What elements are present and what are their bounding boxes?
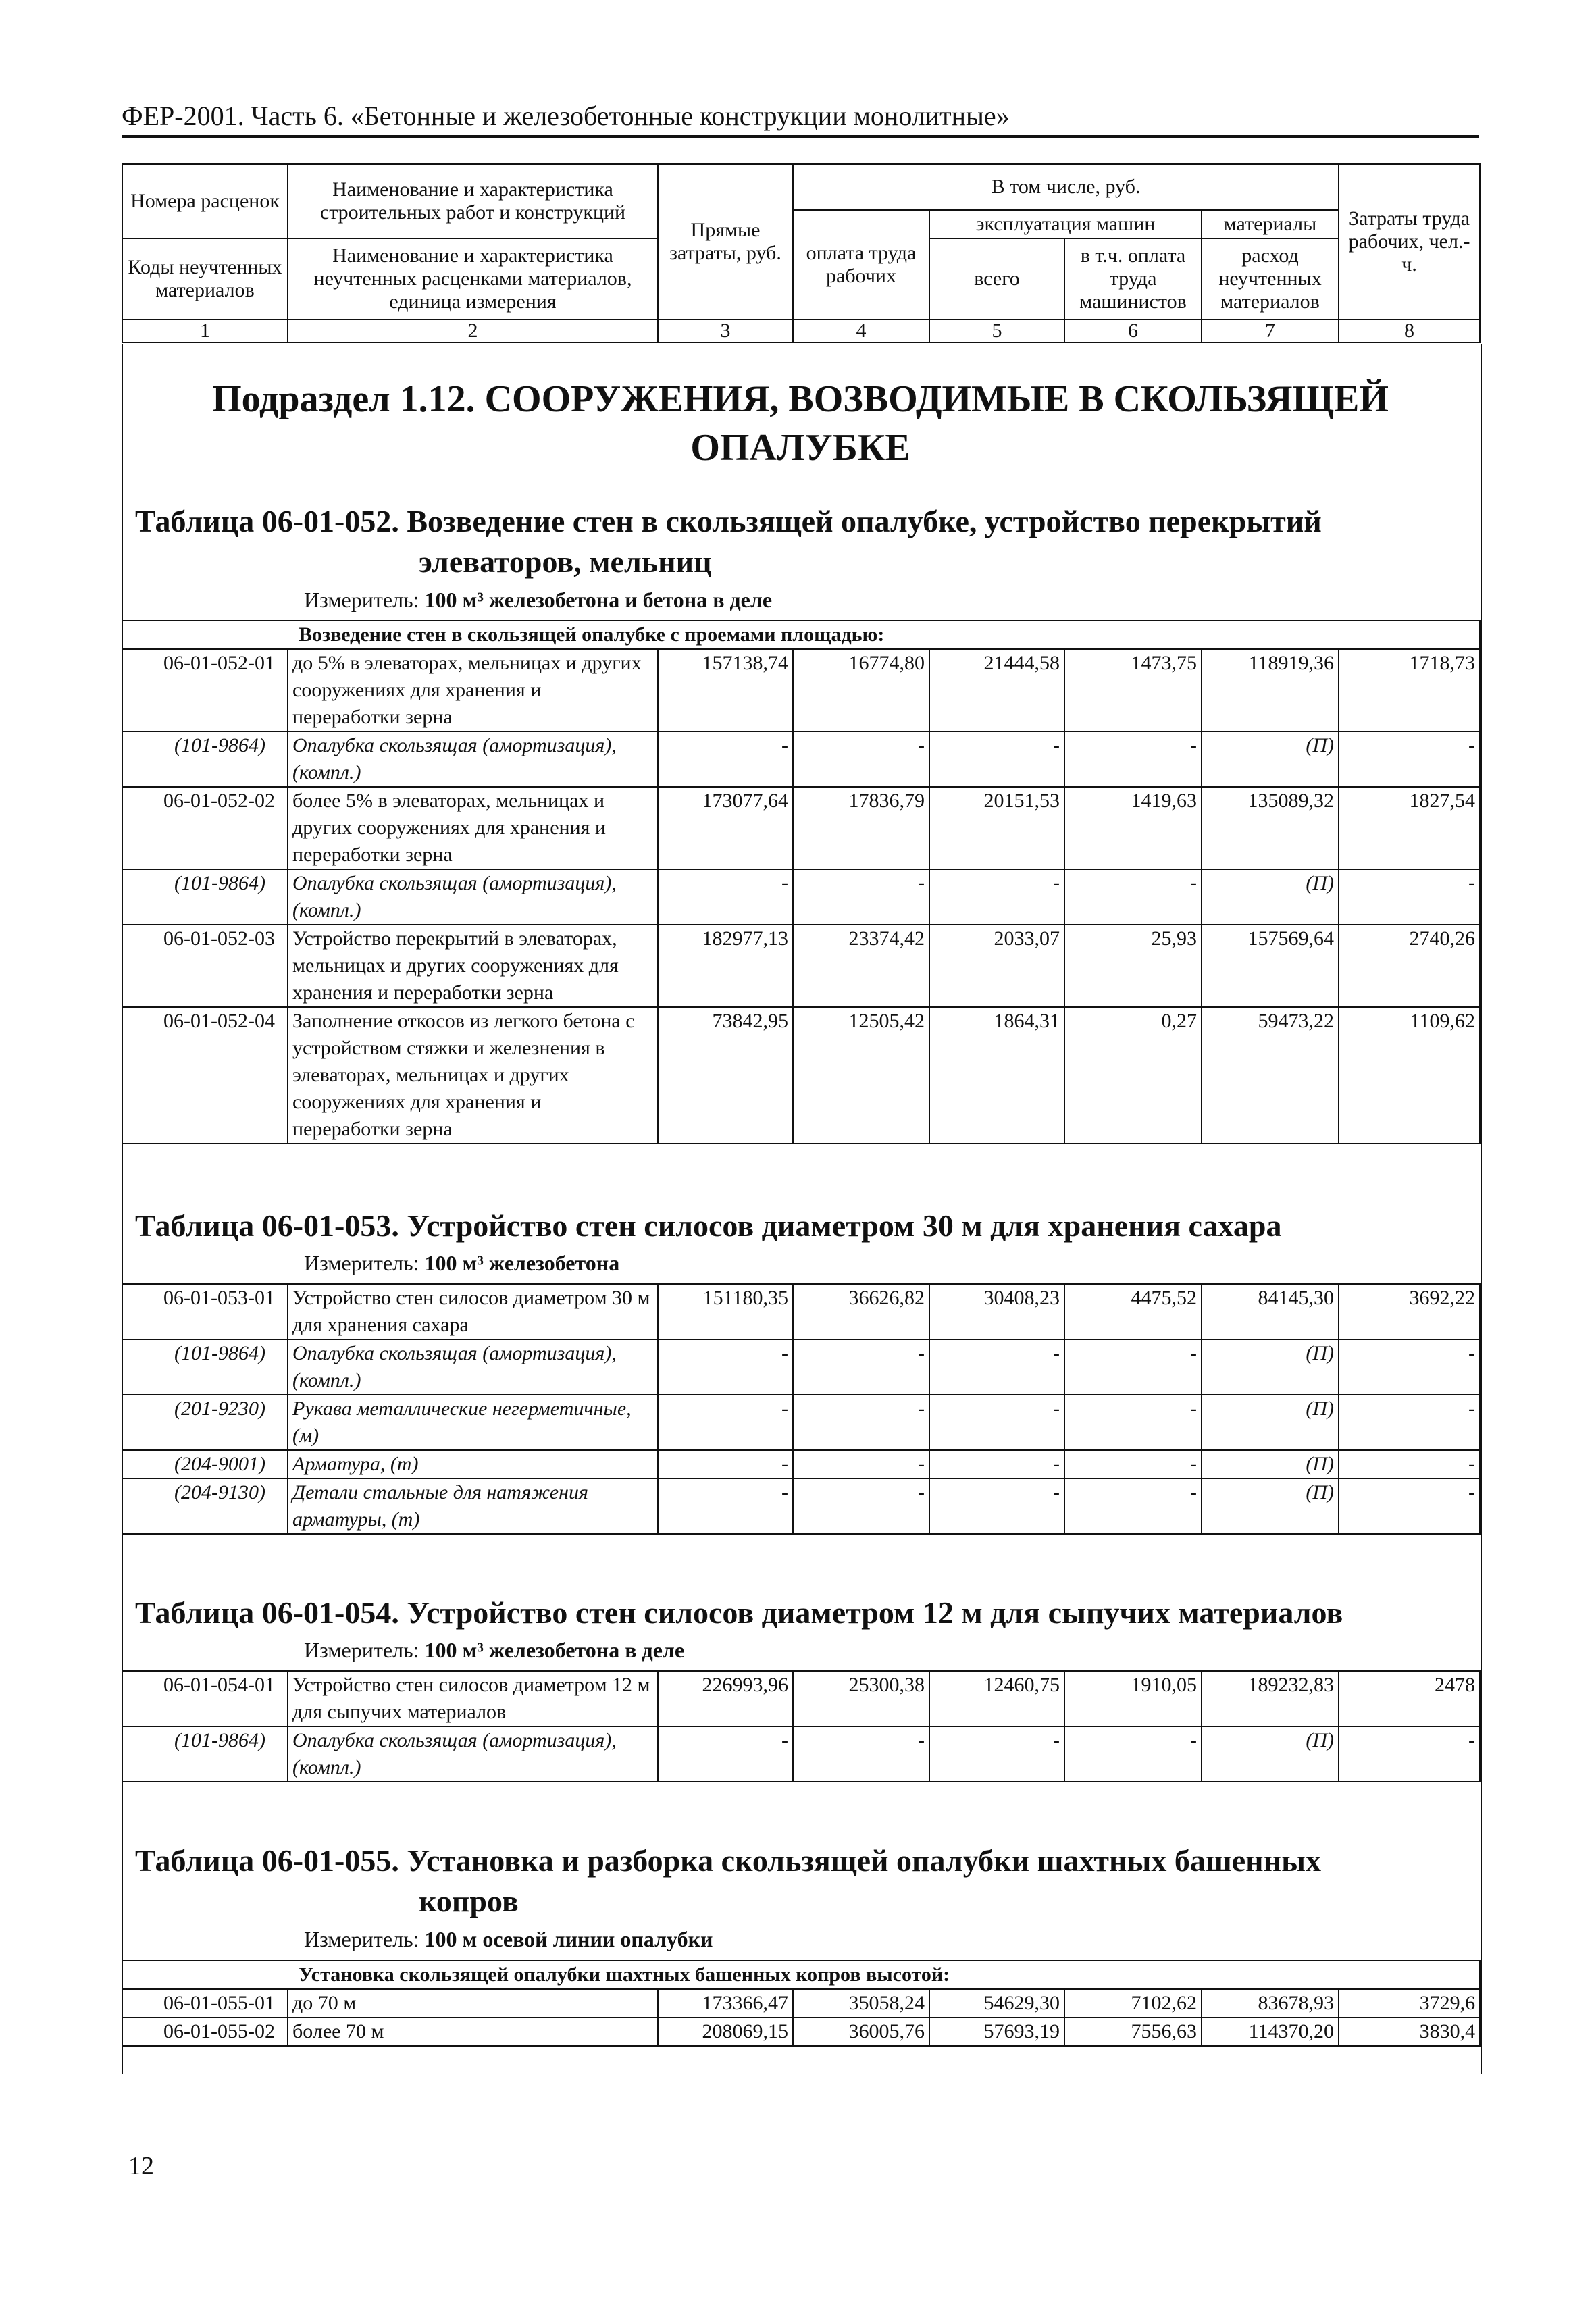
direct-costs-cell: 208069,15 bbox=[658, 2017, 793, 2046]
column-number: 3 bbox=[658, 319, 793, 342]
header-rule bbox=[122, 135, 1479, 138]
rate-code-cell: 06-01-055-01 bbox=[122, 1989, 288, 2017]
page-number: 12 bbox=[128, 2152, 154, 2180]
machines-total-cell: 1864,31 bbox=[929, 1007, 1064, 1143]
header-work-name: Наименование и характеристика строительных работ и конструкций bbox=[288, 164, 658, 238]
worker-pay-cell: - bbox=[793, 1339, 929, 1395]
labor-costs-cell: 1827,54 bbox=[1339, 787, 1480, 869]
table-053-title-line-1: Таблица 06-01-053. Устройство стен силосов диаметром 30 м для хранения сахара bbox=[135, 1208, 1282, 1243]
worker-pay-cell: - bbox=[793, 1395, 929, 1450]
rate-code-cell: (101-9864) bbox=[122, 1726, 288, 1782]
machines-total-cell: 57693,19 bbox=[929, 2017, 1064, 2046]
labor-costs-cell: 1109,62 bbox=[1339, 1007, 1480, 1143]
machinist-pay-cell: - bbox=[1064, 1450, 1202, 1479]
labor-costs-cell: 3729,6 bbox=[1339, 1989, 1480, 2017]
header-machinist-pay: в т.ч. оплата труда машинистов bbox=[1064, 238, 1202, 319]
machinist-pay-cell: - bbox=[1064, 1339, 1202, 1395]
table-055-title-line-2: копров bbox=[419, 1884, 519, 1918]
machinist-pay-cell: 0,27 bbox=[1064, 1007, 1202, 1143]
table-row bbox=[122, 649, 1480, 731]
worker-pay-cell: - bbox=[793, 1479, 929, 1534]
machines-total-cell: - bbox=[929, 1339, 1064, 1395]
table-055-measure bbox=[304, 1927, 713, 1952]
labor-costs-cell: 3830,4 bbox=[1339, 2017, 1480, 2046]
table-052 bbox=[122, 620, 1481, 1144]
rate-code-cell: 06-01-052-04 bbox=[122, 1007, 288, 1143]
table-row bbox=[122, 1395, 1480, 1450]
table-052-title-line-1: Таблица 06-01-052. Возведение стен в скользящей опалубке, устройство перекрытий bbox=[135, 504, 1322, 538]
table-row bbox=[122, 869, 1480, 925]
header-rate-numbers: Номера расценок bbox=[122, 164, 288, 238]
machines-total-cell: 2033,07 bbox=[929, 925, 1064, 1007]
labor-costs-cell: 2740,26 bbox=[1339, 925, 1480, 1007]
materials-cell: 118919,36 bbox=[1202, 649, 1339, 731]
direct-costs-cell: 173366,47 bbox=[658, 1989, 793, 2017]
work-name-cell: более 5% в элеваторах, мельницах и других сооружениях для хранения и переработки зерна bbox=[288, 787, 658, 869]
header-uncounted-materials: расход неучтенных материалов bbox=[1202, 238, 1339, 319]
material-name-cell: Арматура, (т) bbox=[288, 1450, 658, 1479]
rate-code-cell: 06-01-054-01 bbox=[122, 1671, 288, 1726]
table-052-title-line-2: элеваторов, мельниц bbox=[419, 544, 712, 579]
machinist-pay-cell: 1419,63 bbox=[1064, 787, 1202, 869]
labor-costs-cell: - bbox=[1339, 1395, 1480, 1450]
measure-label: Измеритель: bbox=[304, 1251, 425, 1275]
work-name-cell: Заполнение откосов из легкого бетона с устройством стяжки и железнения в элеваторах, мельницах и других сооружениях для хранения и переработки зерна bbox=[288, 1007, 658, 1143]
material-name-cell: Опалубка скользящая (амортизация), (компл.) bbox=[288, 869, 658, 925]
rate-code-cell: (101-9864) bbox=[122, 869, 288, 925]
labor-costs-cell: 3692,22 bbox=[1339, 1284, 1480, 1339]
rate-code-cell: (101-9864) bbox=[122, 1339, 288, 1395]
machines-total-cell: - bbox=[929, 1726, 1064, 1782]
header-including: В том числе, руб. bbox=[793, 164, 1339, 210]
machinist-pay-cell: - bbox=[1064, 1395, 1202, 1450]
table-row bbox=[122, 1339, 1480, 1395]
materials-cell: (П) bbox=[1202, 869, 1339, 925]
worker-pay-cell: - bbox=[793, 869, 929, 925]
table-055-title-line-1: Таблица 06-01-055. Установка и разборка скользящей опалубки шахтных башенных bbox=[135, 1843, 1322, 1878]
table-055-title bbox=[135, 1841, 1472, 1922]
header-machine-operation: эксплуатация машин bbox=[929, 210, 1202, 238]
header-worker-pay: оплата труда рабочих bbox=[793, 210, 929, 319]
direct-costs-cell: 226993,96 bbox=[658, 1671, 793, 1726]
table-055 bbox=[122, 1960, 1481, 2047]
column-number: 8 bbox=[1339, 319, 1480, 342]
direct-costs-cell: 173077,64 bbox=[658, 787, 793, 869]
table-054-title-line-1: Таблица 06-01-054. Устройство стен силосов диаметром 12 м для сыпучих материалов bbox=[135, 1595, 1343, 1630]
labor-costs-cell: - bbox=[1339, 869, 1480, 925]
table-054 bbox=[122, 1670, 1481, 1782]
table-row bbox=[122, 1671, 1480, 1726]
table-row bbox=[122, 731, 1480, 787]
direct-costs-cell: - bbox=[658, 731, 793, 787]
machines-total-cell: 54629,30 bbox=[929, 1989, 1064, 2017]
direct-costs-cell: - bbox=[658, 1395, 793, 1450]
column-number: 6 bbox=[1064, 319, 1202, 342]
column-number: 4 bbox=[793, 319, 929, 342]
machinist-pay-cell: 1910,05 bbox=[1064, 1671, 1202, 1726]
machinist-pay-cell: - bbox=[1064, 869, 1202, 925]
machines-total-cell: - bbox=[929, 1395, 1064, 1450]
worker-pay-cell: 23374,42 bbox=[793, 925, 929, 1007]
measure-value: 100 м осевой линии опалубки bbox=[424, 1927, 713, 1951]
machines-total-cell: 30408,23 bbox=[929, 1284, 1064, 1339]
rate-code-cell: 06-01-052-01 bbox=[122, 649, 288, 731]
labor-costs-cell: - bbox=[1339, 1479, 1480, 1534]
worker-pay-cell: - bbox=[793, 731, 929, 787]
worker-pay-cell: 12505,42 bbox=[793, 1007, 929, 1143]
machinist-pay-cell: 1473,75 bbox=[1064, 649, 1202, 731]
materials-cell: (П) bbox=[1202, 1339, 1339, 1395]
measure-label: Измеритель: bbox=[304, 1638, 425, 1662]
direct-costs-cell: 182977,13 bbox=[658, 925, 793, 1007]
work-name-cell: до 5% в элеваторах, мельницах и других сооружениях для хранения и переработки зерна bbox=[288, 649, 658, 731]
materials-cell: 114370,20 bbox=[1202, 2017, 1339, 2046]
materials-cell: 189232,83 bbox=[1202, 1671, 1339, 1726]
section-title bbox=[122, 375, 1479, 472]
machinist-pay-cell: 7102,62 bbox=[1064, 1989, 1202, 2017]
measure-label: Измеритель: bbox=[304, 1927, 425, 1951]
table-053-title bbox=[135, 1206, 1472, 1246]
direct-costs-cell: - bbox=[658, 1450, 793, 1479]
labor-costs-cell: - bbox=[1339, 731, 1480, 787]
machinist-pay-cell: 7556,63 bbox=[1064, 2017, 1202, 2046]
machinist-pay-cell: - bbox=[1064, 1726, 1202, 1782]
machines-total-cell: - bbox=[929, 869, 1064, 925]
labor-costs-cell: - bbox=[1339, 1339, 1480, 1395]
section-title-line-1: Подраздел 1.12. СООРУЖЕНИЯ, ВОЗВОДИМЫЕ В СКОЛЬЗЯЩЕЙ bbox=[212, 378, 1389, 420]
table-053-measure bbox=[304, 1251, 619, 1276]
column-number: 7 bbox=[1202, 319, 1339, 342]
header-materials: материалы bbox=[1202, 210, 1339, 238]
labor-costs-cell: - bbox=[1339, 1726, 1480, 1782]
header-material-name: Наименование и характеристика неучтенных расценками материалов, единица измерения bbox=[288, 238, 658, 319]
header-direct-costs: Прямые затраты, руб. bbox=[658, 164, 793, 319]
machines-total-cell: - bbox=[929, 731, 1064, 787]
column-number: 1 bbox=[122, 319, 288, 342]
direct-costs-cell: 73842,95 bbox=[658, 1007, 793, 1143]
labor-costs-cell: - bbox=[1339, 1450, 1480, 1479]
work-name-cell: Устройство стен силосов диаметром 30 м для хранения сахара bbox=[288, 1284, 658, 1339]
column-number: 2 bbox=[288, 319, 658, 342]
direct-costs-cell: - bbox=[658, 1339, 793, 1395]
material-name-cell: Рукава металлические негерметичные, (м) bbox=[288, 1395, 658, 1450]
machinist-pay-cell: - bbox=[1064, 1479, 1202, 1534]
table-row bbox=[122, 1007, 1480, 1143]
rate-code-cell: (204-9001) bbox=[122, 1450, 288, 1479]
labor-costs-cell: 2478 bbox=[1339, 1671, 1480, 1726]
worker-pay-cell: 36005,76 bbox=[793, 2017, 929, 2046]
table-row bbox=[122, 1989, 1480, 2017]
worker-pay-cell: 35058,24 bbox=[793, 1989, 929, 2017]
worker-pay-cell: - bbox=[793, 1450, 929, 1479]
labor-costs-cell: 1718,73 bbox=[1339, 649, 1480, 731]
rate-code-cell: (201-9230) bbox=[122, 1395, 288, 1450]
rate-code-cell: 06-01-052-02 bbox=[122, 787, 288, 869]
table-row bbox=[122, 925, 1480, 1007]
table-055-subheader: Установка скользящей опалубки шахтных башенных копров высотой: bbox=[122, 1961, 1480, 1989]
machinist-pay-cell: 25,93 bbox=[1064, 925, 1202, 1007]
table-row bbox=[122, 1726, 1480, 1782]
section-title-line-2: ОПАЛУБКЕ bbox=[690, 427, 910, 469]
direct-costs-cell: 157138,74 bbox=[658, 649, 793, 731]
materials-cell: 157569,64 bbox=[1202, 925, 1339, 1007]
worker-pay-cell: 16774,80 bbox=[793, 649, 929, 731]
table-054-measure bbox=[304, 1638, 684, 1663]
header-uncounted-codes: Коды неучтенных материалов bbox=[122, 238, 288, 319]
table-row bbox=[122, 2017, 1480, 2046]
worker-pay-cell: 36626,82 bbox=[793, 1284, 929, 1339]
measure-value: 100 м³ железобетона bbox=[424, 1251, 620, 1275]
materials-cell: 135089,32 bbox=[1202, 787, 1339, 869]
machines-total-cell: 20151,53 bbox=[929, 787, 1064, 869]
machines-total-cell: - bbox=[929, 1450, 1064, 1479]
rate-code-cell: 06-01-052-03 bbox=[122, 925, 288, 1007]
direct-costs-cell: 151180,35 bbox=[658, 1284, 793, 1339]
work-name-cell: Устройство стен силосов диаметром 12 м для сыпучих материалов bbox=[288, 1671, 658, 1726]
rate-code-cell: 06-01-055-02 bbox=[122, 2017, 288, 2046]
materials-cell: 84145,30 bbox=[1202, 1284, 1339, 1339]
work-name-cell: до 70 м bbox=[288, 1989, 658, 2017]
measure-value: 100 м³ железобетона и бетона в деле bbox=[424, 588, 773, 612]
machines-total-cell: 12460,75 bbox=[929, 1671, 1064, 1726]
materials-cell: (П) bbox=[1202, 1450, 1339, 1479]
table-054-title bbox=[135, 1593, 1472, 1633]
table-052-measure bbox=[304, 588, 772, 613]
material-name-cell: Опалубка скользящая (амортизация), (компл.) bbox=[288, 731, 658, 787]
worker-pay-cell: 25300,38 bbox=[793, 1671, 929, 1726]
materials-cell: (П) bbox=[1202, 1479, 1339, 1534]
work-name-cell: более 70 м bbox=[288, 2017, 658, 2046]
machinist-pay-cell: 4475,52 bbox=[1064, 1284, 1202, 1339]
rate-code-cell: (101-9864) bbox=[122, 731, 288, 787]
machinist-pay-cell: - bbox=[1064, 731, 1202, 787]
worker-pay-cell: 17836,79 bbox=[793, 787, 929, 869]
column-number: 5 bbox=[929, 319, 1064, 342]
machines-total-cell: 21444,58 bbox=[929, 649, 1064, 731]
machines-total-cell: - bbox=[929, 1479, 1064, 1534]
materials-cell: (П) bbox=[1202, 1726, 1339, 1782]
table-053 bbox=[122, 1283, 1481, 1535]
header-machines-total: всего bbox=[929, 238, 1064, 319]
material-name-cell: Опалубка скользящая (амортизация), (компл.) bbox=[288, 1726, 658, 1782]
material-name-cell: Детали стальные для натяжения арматуры, (т) bbox=[288, 1479, 658, 1534]
materials-cell: 59473,22 bbox=[1202, 1007, 1339, 1143]
direct-costs-cell: - bbox=[658, 869, 793, 925]
material-name-cell: Опалубка скользящая (амортизация), (компл.) bbox=[288, 1339, 658, 1395]
worker-pay-cell: - bbox=[793, 1726, 929, 1782]
rate-code-cell: 06-01-053-01 bbox=[122, 1284, 288, 1339]
header-labor-costs: Затраты труда рабочих, чел.-ч. bbox=[1339, 164, 1480, 319]
table-row bbox=[122, 787, 1480, 869]
direct-costs-cell: - bbox=[658, 1726, 793, 1782]
rate-code-cell: (204-9130) bbox=[122, 1479, 288, 1534]
column-header-table bbox=[122, 163, 1481, 343]
materials-cell: (П) bbox=[1202, 1395, 1339, 1450]
table-row bbox=[122, 1450, 1480, 1479]
page-header: ФЕР-2001. Часть 6. «Бетонные и железобетонные конструкции монолитные» bbox=[122, 101, 1010, 131]
table-052-subheader: Возведение стен в скользящей опалубке с проемами площадью: bbox=[122, 621, 1480, 649]
table-052-title bbox=[135, 501, 1472, 582]
measure-value: 100 м³ железобетона в деле bbox=[424, 1638, 685, 1662]
work-name-cell: Устройство перекрытий в элеваторах, мельницах и других сооружениях для хранения и переработки зерна bbox=[288, 925, 658, 1007]
direct-costs-cell: - bbox=[658, 1479, 793, 1534]
materials-cell: (П) bbox=[1202, 731, 1339, 787]
table-row bbox=[122, 1284, 1480, 1339]
measure-label: Измеритель: bbox=[304, 588, 425, 612]
table-row bbox=[122, 1479, 1480, 1534]
materials-cell: 83678,93 bbox=[1202, 1989, 1339, 2017]
